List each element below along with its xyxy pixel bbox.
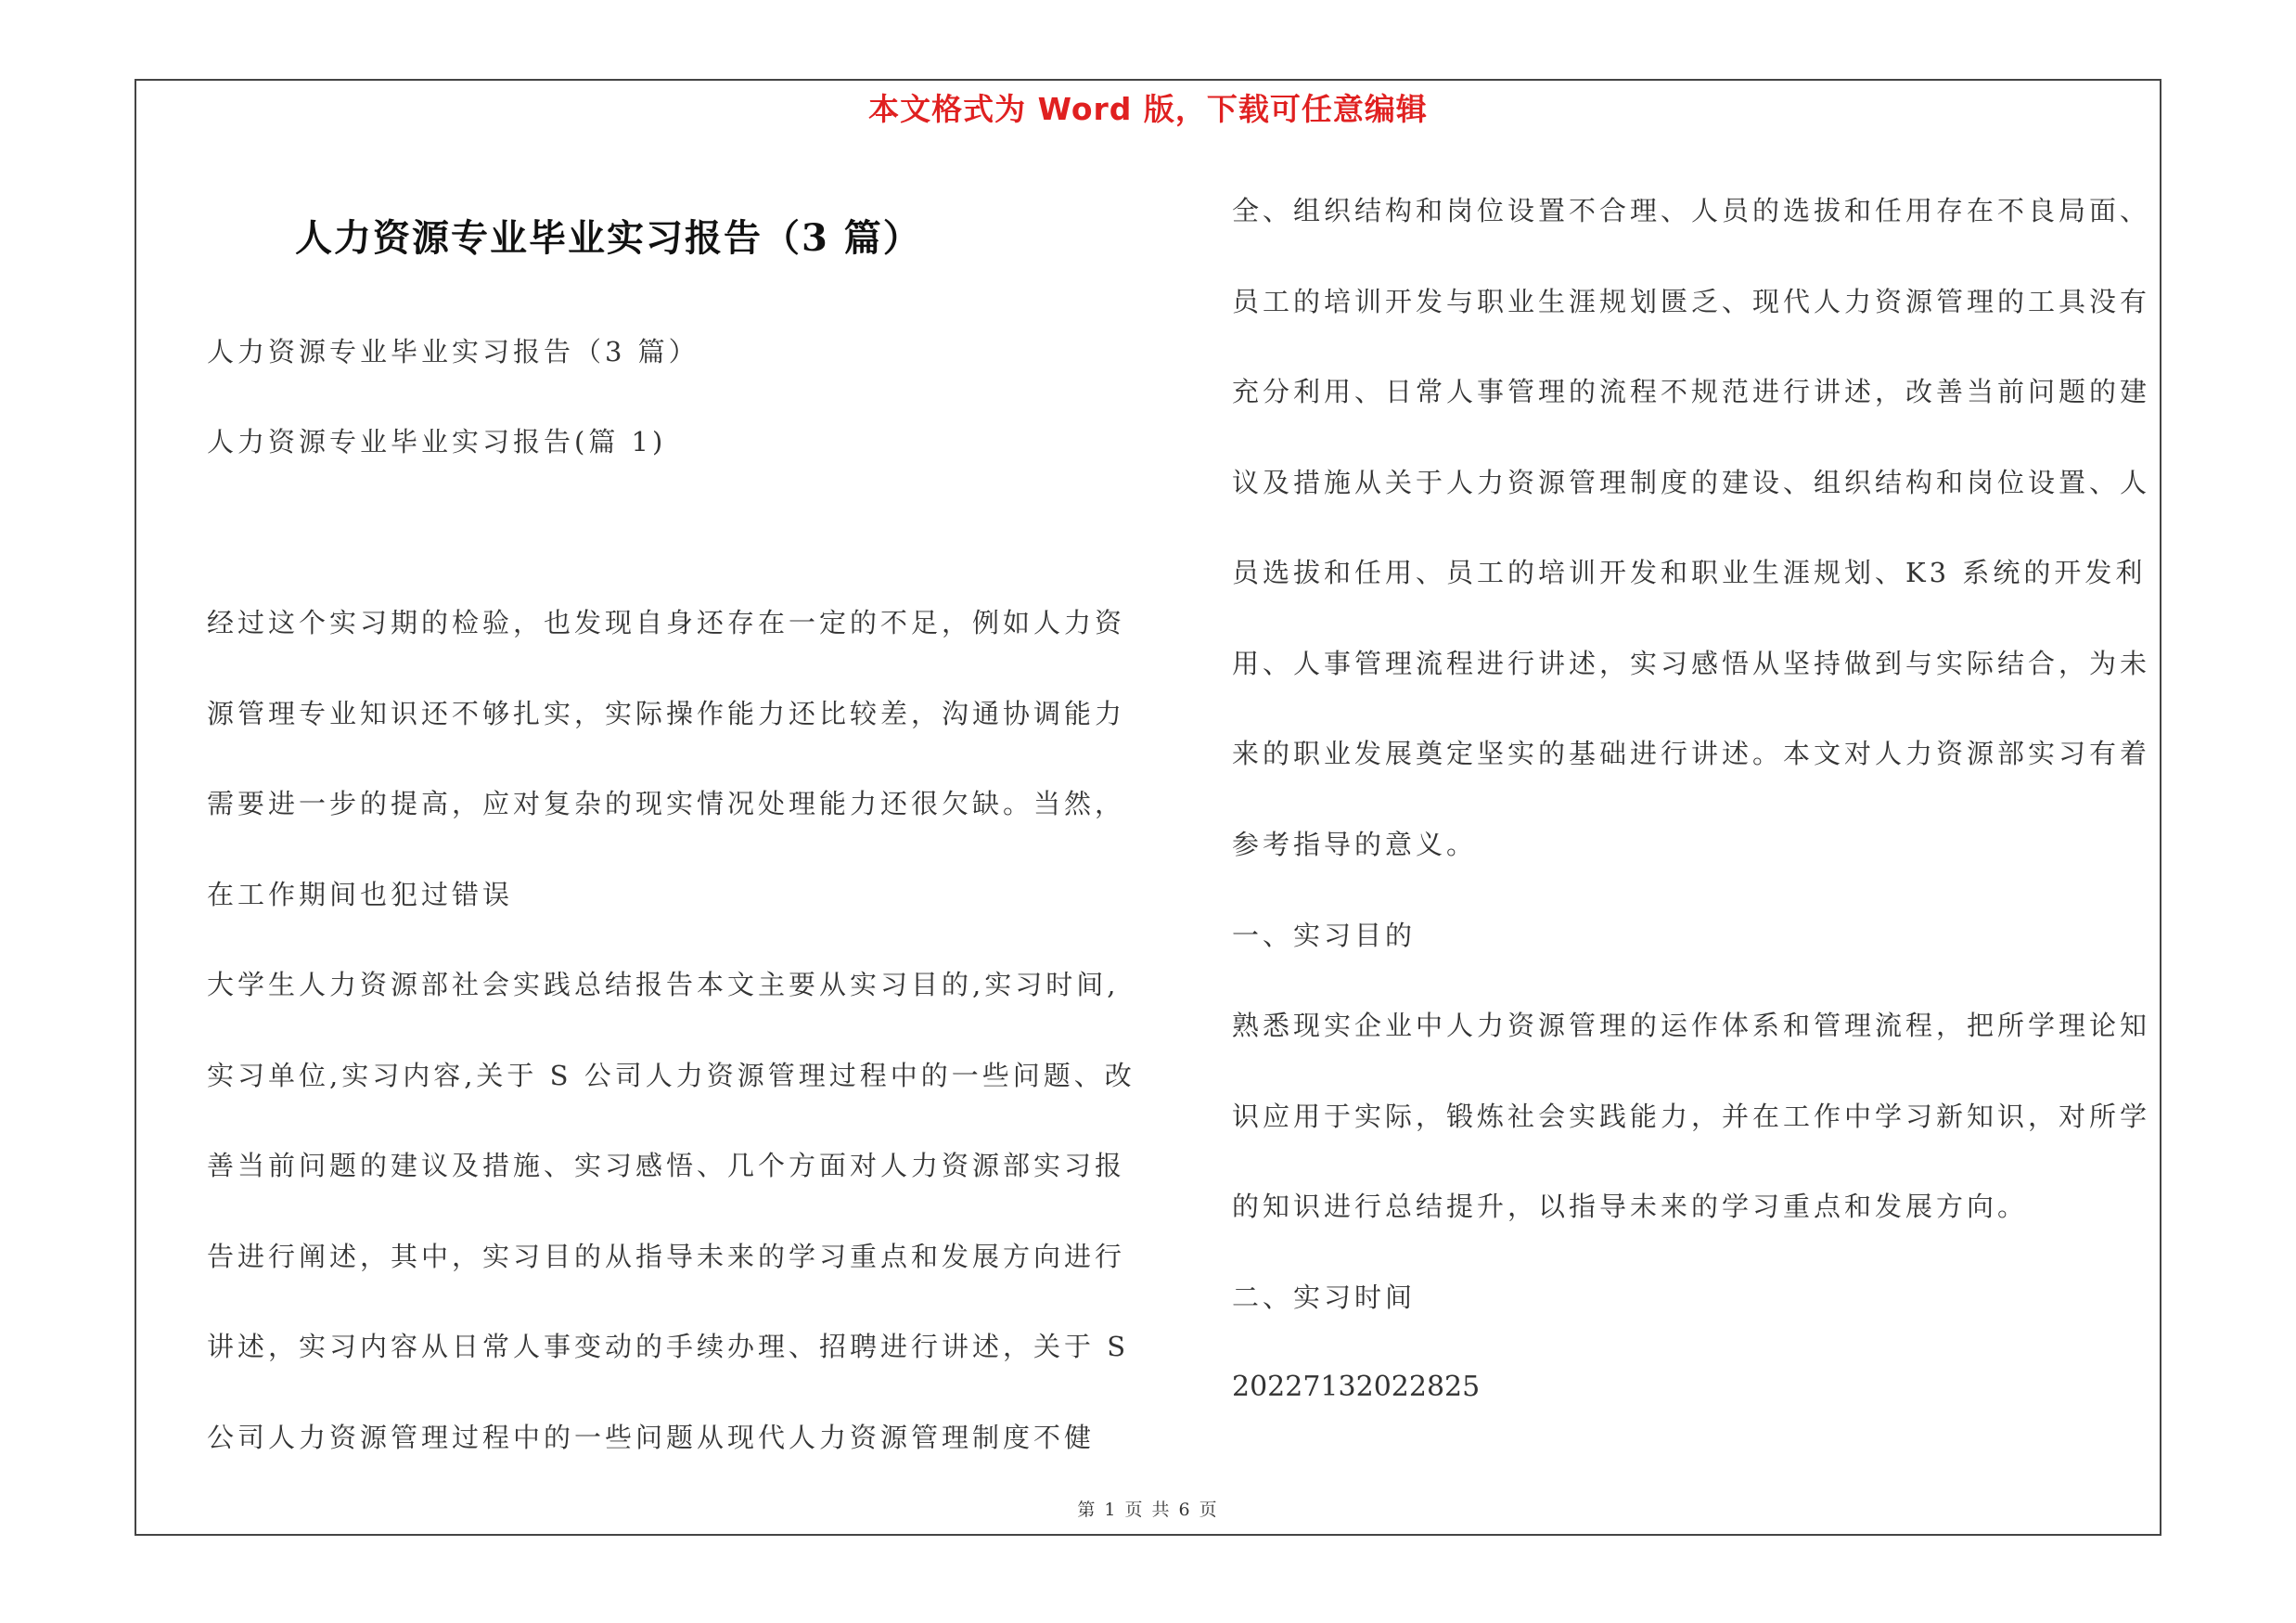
body-line: 来的职业发展奠定坚实的基础进行讲述。本文对人力资源部实习有着: [1232, 738, 2151, 769]
page-number-footer: 第 1 页 共 6 页: [1077, 1500, 1219, 1520]
body-line: 大学生人力资源部社会实践总结报告本文主要从实习目的,实习时间,: [207, 969, 1120, 1000]
body-line: 参考指导的意义。: [1232, 829, 1478, 860]
body-line: 的知识进行总结提升，以指导未来的学习重点和发展方向。: [1232, 1191, 2029, 1222]
body-line: 讲述，实习内容从日常人事变动的手续办理、招聘进行讲述，关于 S: [207, 1331, 1130, 1362]
body-line: 善当前问题的建议及措施、实习感悟、几个方面对人力资源部实习报: [207, 1150, 1126, 1181]
format-notice-banner: 本文格式为 Word 版，下载可任意编辑: [868, 91, 1428, 127]
body-line: 员工的培训开发与职业生涯规划匮乏、现代人力资源管理的工具没有: [1232, 286, 2151, 317]
body-line: 需要进一步的提高，应对复杂的现实情况处理能力还很欠缺。当然，: [207, 788, 1126, 819]
section-heading: 一、实习目的: [1232, 920, 1417, 951]
body-line: 熟悉现实企业中人力资源管理的运作体系和管理流程，把所学理论知: [1232, 1010, 2151, 1041]
body-line: 经过这个实习期的检验，也发现自身还存在一定的不足，例如人力资: [207, 607, 1126, 638]
body-line: 员选拔和任用、员工的培训开发和职业生涯规划、K3 系统的开发利: [1232, 557, 2147, 588]
body-line: 识应用于实际，锻炼社会实践能力，并在工作中学习新知识，对所学: [1232, 1101, 2151, 1132]
subtitle-line: 人力资源专业毕业实习报告（3 篇）: [207, 336, 699, 367]
body-line: 源管理专业知识还不够扎实，实际操作能力还比较差，沟通协调能力: [207, 698, 1126, 729]
body-line: 告进行阐述，其中，实习目的从指导未来的学习重点和发展方向进行: [207, 1241, 1126, 1272]
document-title: 人力资源专业毕业实习报告（3 篇）: [295, 216, 922, 260]
body-line: 用、人事管理流程进行讲述，实习感悟从坚持做到与实际结合，为未: [1232, 648, 2151, 679]
body-line: 议及措施从关于人力资源管理制度的建设、组织结构和岗位设置、人: [1232, 467, 2151, 498]
body-line: 公司人力资源管理过程中的一些问题从现代人力资源管理制度不健: [207, 1422, 1096, 1453]
body-line: 在工作期间也犯过错误: [207, 879, 514, 910]
body-line: 全、组织结构和岗位设置不合理、人员的选拔和任用存在不良局面、: [1232, 195, 2151, 226]
body-line: 充分利用、日常人事管理的流程不规范进行讲述，改善当前问题的建: [1232, 376, 2151, 407]
section-heading: 二、实习时间: [1232, 1282, 1417, 1313]
body-line: 实习单位,实习内容,关于 S 公司人力资源管理过程中的一些问题、改: [207, 1060, 1135, 1091]
internship-dates: 20227132022825: [1232, 1371, 1481, 1403]
section-heading: 人力资源专业毕业实习报告(篇 1): [207, 426, 667, 457]
